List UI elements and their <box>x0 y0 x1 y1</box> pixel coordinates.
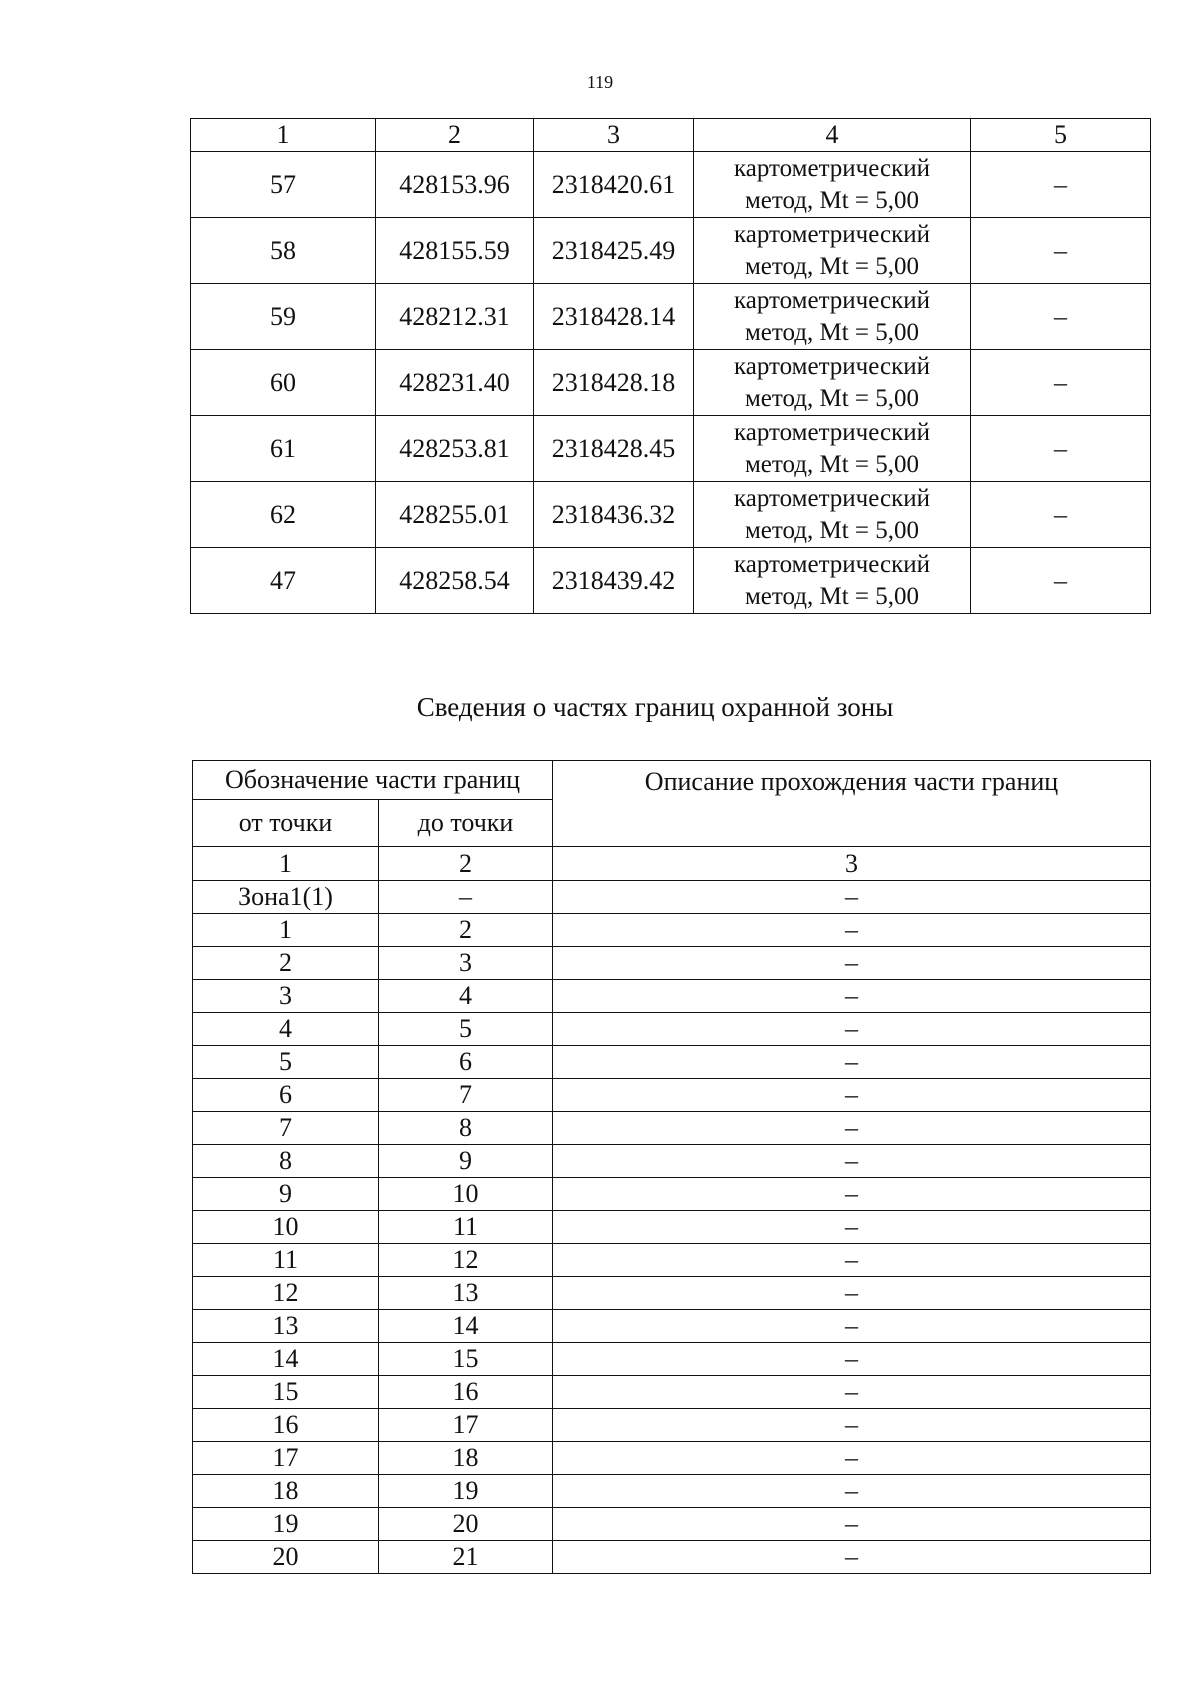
to-point: 18 <box>379 1442 553 1475</box>
method-line: картометрический <box>734 418 930 446</box>
from-point: 2 <box>193 947 379 980</box>
x-coordinate: 428212.31 <box>376 284 534 350</box>
column-number: 1 <box>193 847 379 881</box>
column-number: 3 <box>553 847 1151 881</box>
to-point: – <box>379 881 553 914</box>
point-number: 61 <box>191 416 376 482</box>
table-row <box>191 218 1151 284</box>
description-cell: – <box>553 1178 1151 1211</box>
table-row <box>193 1013 1151 1046</box>
from-point: 17 <box>193 1442 379 1475</box>
from-point: 20 <box>193 1541 379 1574</box>
from-point: 6 <box>193 1079 379 1112</box>
method-line: картометрический <box>734 154 930 182</box>
from-point: 5 <box>193 1046 379 1079</box>
y-coordinate: 2318436.32 <box>534 482 694 548</box>
from-point: 9 <box>193 1178 379 1211</box>
table-row <box>193 1376 1151 1409</box>
method-line: метод, Mt = 5,00 <box>744 318 920 346</box>
method-line: метод, Mt = 5,00 <box>744 516 920 544</box>
table-row <box>193 1409 1151 1442</box>
table-row <box>191 548 1151 614</box>
to-point: 20 <box>379 1508 553 1541</box>
note-cell: – <box>971 548 1151 614</box>
description-cell: – <box>553 1112 1151 1145</box>
column-header: 1 <box>191 119 376 152</box>
y-coordinate: 2318428.18 <box>534 350 694 416</box>
description-cell: – <box>553 1475 1151 1508</box>
to-point: 9 <box>379 1145 553 1178</box>
table-row <box>191 350 1151 416</box>
to-point: 12 <box>379 1244 553 1277</box>
from-point: 19 <box>193 1508 379 1541</box>
to-point: 3 <box>379 947 553 980</box>
point-number: 60 <box>191 350 376 416</box>
to-point: 13 <box>379 1277 553 1310</box>
from-point: 16 <box>193 1409 379 1442</box>
description-cell: – <box>553 1541 1151 1574</box>
to-point: 17 <box>379 1409 553 1442</box>
table-row <box>193 1244 1151 1277</box>
method-cell <box>694 218 971 284</box>
table-row <box>193 947 1151 980</box>
table-row <box>193 1211 1151 1244</box>
method-cell <box>694 548 971 614</box>
from-point: 3 <box>193 980 379 1013</box>
method-cell <box>694 416 971 482</box>
designation-header: Обозначение части границ <box>193 761 553 800</box>
to-point: 8 <box>379 1112 553 1145</box>
description-cell: – <box>553 1244 1151 1277</box>
page-number: 119 <box>586 72 614 92</box>
column-header: 5 <box>971 119 1151 152</box>
y-coordinate: 2318420.61 <box>534 152 694 218</box>
description-header: Описание прохождения части границ <box>553 761 1151 847</box>
from-point: 4 <box>193 1013 379 1046</box>
table-header-row <box>191 119 1151 152</box>
description-cell: – <box>553 1310 1151 1343</box>
point-number: 47 <box>191 548 376 614</box>
description-cell: – <box>553 1376 1151 1409</box>
description-cell: – <box>553 1277 1151 1310</box>
table-row <box>193 1145 1151 1178</box>
to-point-header: до точки <box>379 800 553 847</box>
table-row <box>193 1343 1151 1376</box>
table-row <box>191 482 1151 548</box>
table-row <box>191 284 1151 350</box>
to-point: 6 <box>379 1046 553 1079</box>
from-point: 13 <box>193 1310 379 1343</box>
note-cell: – <box>971 152 1151 218</box>
description-cell: – <box>553 914 1151 947</box>
coordinates-table <box>190 118 1151 614</box>
y-coordinate: 2318439.42 <box>534 548 694 614</box>
to-point: 19 <box>379 1475 553 1508</box>
method-cell <box>694 482 971 548</box>
point-number: 57 <box>191 152 376 218</box>
table-row <box>193 1079 1151 1112</box>
table-row <box>193 1442 1151 1475</box>
description-cell: – <box>553 1409 1151 1442</box>
table-row <box>193 1475 1151 1508</box>
description-cell: – <box>553 947 1151 980</box>
to-point: 16 <box>379 1376 553 1409</box>
description-cell: – <box>553 881 1151 914</box>
description-cell: – <box>553 1046 1151 1079</box>
table-row <box>191 416 1151 482</box>
from-point: 1 <box>193 914 379 947</box>
from-point: 12 <box>193 1277 379 1310</box>
point-number: 59 <box>191 284 376 350</box>
y-coordinate: 2318425.49 <box>534 218 694 284</box>
note-cell: – <box>971 350 1151 416</box>
x-coordinate: 428258.54 <box>376 548 534 614</box>
description-cell: – <box>553 1343 1151 1376</box>
method-line: картометрический <box>734 352 930 380</box>
x-coordinate: 428231.40 <box>376 350 534 416</box>
from-point: Зона1(1) <box>193 881 379 914</box>
method-cell <box>694 350 971 416</box>
method-cell <box>694 152 971 218</box>
table-row <box>191 152 1151 218</box>
description-cell: – <box>553 980 1151 1013</box>
from-point: 7 <box>193 1112 379 1145</box>
to-point: 14 <box>379 1310 553 1343</box>
column-header: 4 <box>694 119 971 152</box>
column-number: 2 <box>379 847 553 881</box>
from-point: 18 <box>193 1475 379 1508</box>
table-row <box>193 914 1151 947</box>
from-point: 10 <box>193 1211 379 1244</box>
table-row <box>193 1541 1151 1574</box>
description-cell: – <box>553 1211 1151 1244</box>
method-line: картометрический <box>734 484 930 512</box>
point-number: 62 <box>191 482 376 548</box>
table-row <box>193 1277 1151 1310</box>
to-point: 10 <box>379 1178 553 1211</box>
from-point: 14 <box>193 1343 379 1376</box>
table-row <box>193 1178 1151 1211</box>
method-line: метод, Mt = 5,00 <box>744 450 920 478</box>
method-line: картометрический <box>734 286 930 314</box>
section-title: Сведения о частях границ охранной зоны <box>416 692 894 722</box>
method-line: картометрический <box>734 550 930 578</box>
from-point: 15 <box>193 1376 379 1409</box>
method-line: метод, Mt = 5,00 <box>744 384 920 412</box>
description-cell: – <box>553 1013 1151 1046</box>
table-row <box>193 1508 1151 1541</box>
y-coordinate: 2318428.14 <box>534 284 694 350</box>
y-coordinate: 2318428.45 <box>534 416 694 482</box>
to-point: 15 <box>379 1343 553 1376</box>
method-cell <box>694 284 971 350</box>
note-cell: – <box>971 284 1151 350</box>
x-coordinate: 428155.59 <box>376 218 534 284</box>
note-cell: – <box>971 416 1151 482</box>
boundary-parts-table <box>192 760 1151 1574</box>
description-cell: – <box>553 1079 1151 1112</box>
from-point: 11 <box>193 1244 379 1277</box>
point-number: 58 <box>191 218 376 284</box>
description-cell: – <box>553 1145 1151 1178</box>
to-point: 7 <box>379 1079 553 1112</box>
method-line: метод, Mt = 5,00 <box>744 186 920 214</box>
to-point: 5 <box>379 1013 553 1046</box>
table-row <box>193 1046 1151 1079</box>
table-row <box>193 1112 1151 1145</box>
table-row <box>193 1310 1151 1343</box>
method-line: картометрический <box>734 220 930 248</box>
method-line: метод, Mt = 5,00 <box>744 252 920 280</box>
x-coordinate: 428153.96 <box>376 152 534 218</box>
note-cell: – <box>971 218 1151 284</box>
from-point-header: от точки <box>193 800 379 847</box>
note-cell: – <box>971 482 1151 548</box>
table-row <box>193 881 1151 914</box>
x-coordinate: 428255.01 <box>376 482 534 548</box>
description-cell: – <box>553 1442 1151 1475</box>
to-point: 21 <box>379 1541 553 1574</box>
to-point: 2 <box>379 914 553 947</box>
table-header-row <box>193 761 1151 800</box>
to-point: 4 <box>379 980 553 1013</box>
x-coordinate: 428253.81 <box>376 416 534 482</box>
description-cell: – <box>553 1508 1151 1541</box>
from-point: 8 <box>193 1145 379 1178</box>
column-header: 3 <box>534 119 694 152</box>
column-number-row <box>193 847 1151 881</box>
column-header: 2 <box>376 119 534 152</box>
method-line: метод, Mt = 5,00 <box>744 582 920 610</box>
table-row <box>193 980 1151 1013</box>
to-point: 11 <box>379 1211 553 1244</box>
